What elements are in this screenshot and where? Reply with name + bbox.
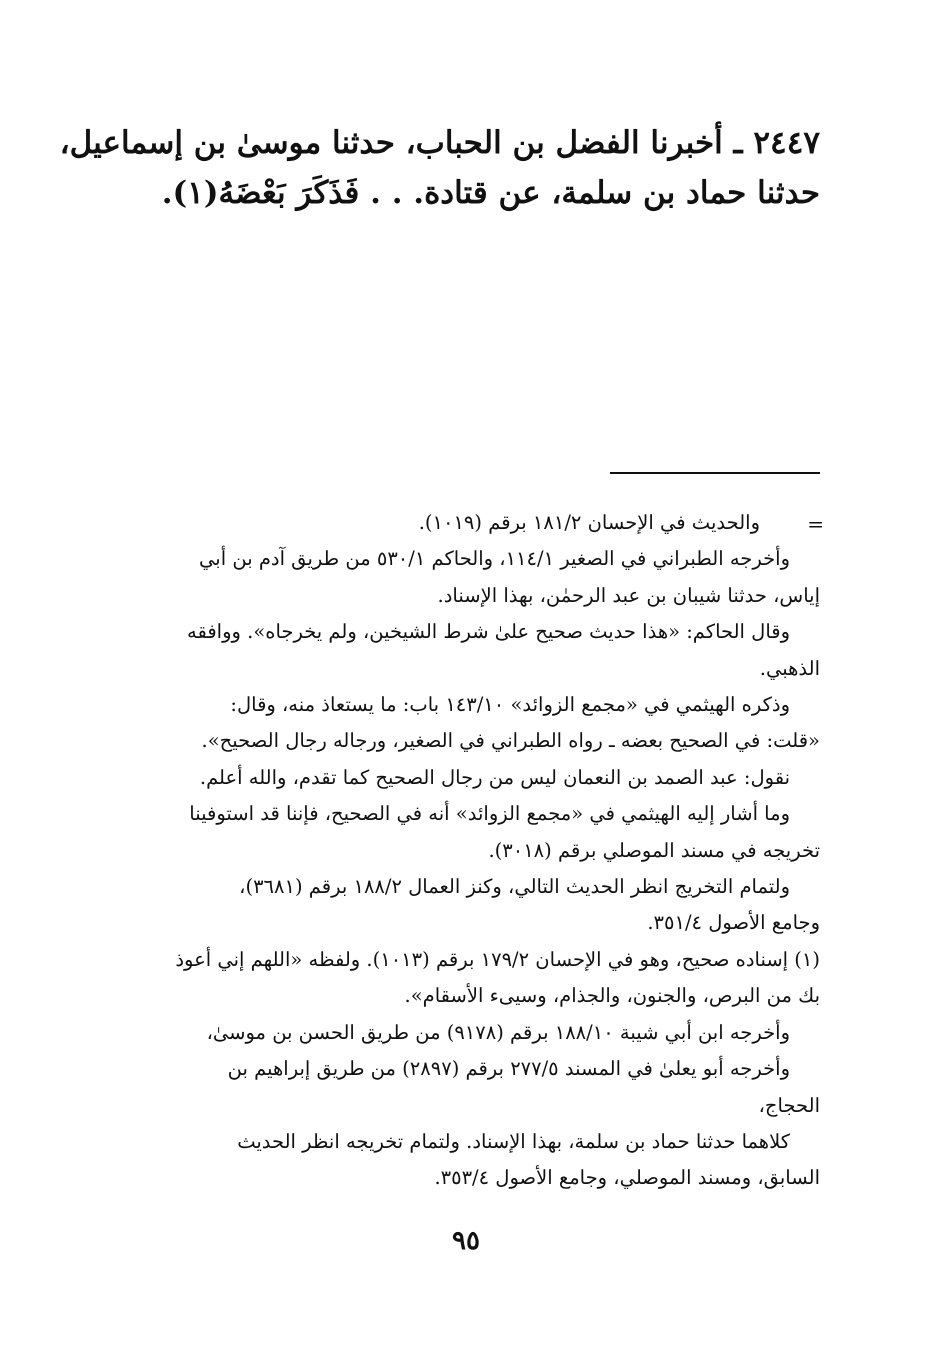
footnote-1-mark: (١) — [794, 947, 820, 971]
footnote-line: إياس، حدثنا شيبان بن عبد الرحمٰن، بهذا الإسناد. — [437, 583, 820, 607]
footnote-line: «قلت: في الصحيح بعضه ـ رواه الطبراني في الصغير، ورجاله رجال الصحيح». — [201, 729, 820, 753]
footnote-1-first-line — [108, 942, 820, 978]
hadith-line-2: حدثنا حماد بن سلمة، عن قتادة. . . فَذَكَرَ بَعْضَهُ(١). — [161, 175, 820, 211]
footnote-line: نقول: عبد الصمد بن النعمان ليس من رجال الصحيح كما تقدم، والله أعلم. — [199, 765, 790, 789]
footnote-line: وقال الحاكم: «هذا حديث صحيح علىٰ شرط الشيخين، ولم يخرجاه». ووافقه — [187, 620, 790, 644]
footnote-line: وأخرجه الطبراني في الصغير ١١٤/١، والحاكم ٥٣٠/١ من طريق آدم بن أبي — [199, 547, 790, 571]
hadith-line-1: ٢٤٤٧ ـ أخبرنا الفضل بن الحباب، حدثنا موسىٰ بن إسماعيل، — [59, 125, 820, 161]
footnote-line: بك من البرص، والجنون، والجذام، وسيىء الأسقام». — [404, 984, 820, 1008]
footnote-line: وما أشار إليه الهيثمي في «مجمع الزوائد» أنه في الصحيح، فإننا قد استوفينا — [189, 802, 790, 826]
footnote-line: ولتمام التخريج انظر الحديث التالي، وكنز العمال ١٨٨/٢ برقم (٣٦٨١)، — [239, 875, 790, 899]
footnote-line: تخريجه في مسند الموصلي برقم (٣٠١٨). — [488, 838, 820, 862]
footnote-line: الذهبي. — [759, 656, 820, 680]
footnote-line: الحجاج، — [758, 1093, 820, 1117]
footnote-line: وأخرجه ابن أبي شيبة ١٨٨/١٠ برقم (٩١٧٨) من طريق الحسن بن موسىٰ، — [206, 1020, 790, 1044]
continuation-mark: = — [807, 512, 824, 536]
footnote-line: كلاهما حدثنا حماد بن سلمة، بهذا الإسناد. ولتمام تخريجه انظر الحديث — [237, 1129, 790, 1153]
footnote-line: وذكره الهيثمي في «مجمع الزوائد» ١٤٣/١٠ باب: ما يستعاذ منه، وقال: — [230, 693, 790, 717]
footnote-line: والحديث في الإحسان ١٨١/٢ برقم (١٠١٩). — [418, 511, 760, 534]
footnote-separator — [610, 472, 820, 474]
hadith-text — [59, 118, 820, 218]
footnote-line: إسناده صحيح، وهو في الإحسان ١٧٩/٢ برقم (١٠١٣). ولفظه «اللهم إني أعوذ — [175, 947, 789, 971]
footnote-line: وجامع الأصول ٣٥١/٤. — [647, 911, 820, 935]
page-number: ٩٥ — [452, 1226, 480, 1256]
footnote-line: وأخرجه أبو يعلىٰ في المسند ٢٧٧/٥ برقم (٢٨٩٧) من طريق إبراهيم بن — [227, 1057, 790, 1081]
footnote-line: السابق، ومسند الموصلي، وجامع الأصول ٣٥٣/٤. — [434, 1166, 820, 1190]
footnotes — [108, 505, 820, 1197]
